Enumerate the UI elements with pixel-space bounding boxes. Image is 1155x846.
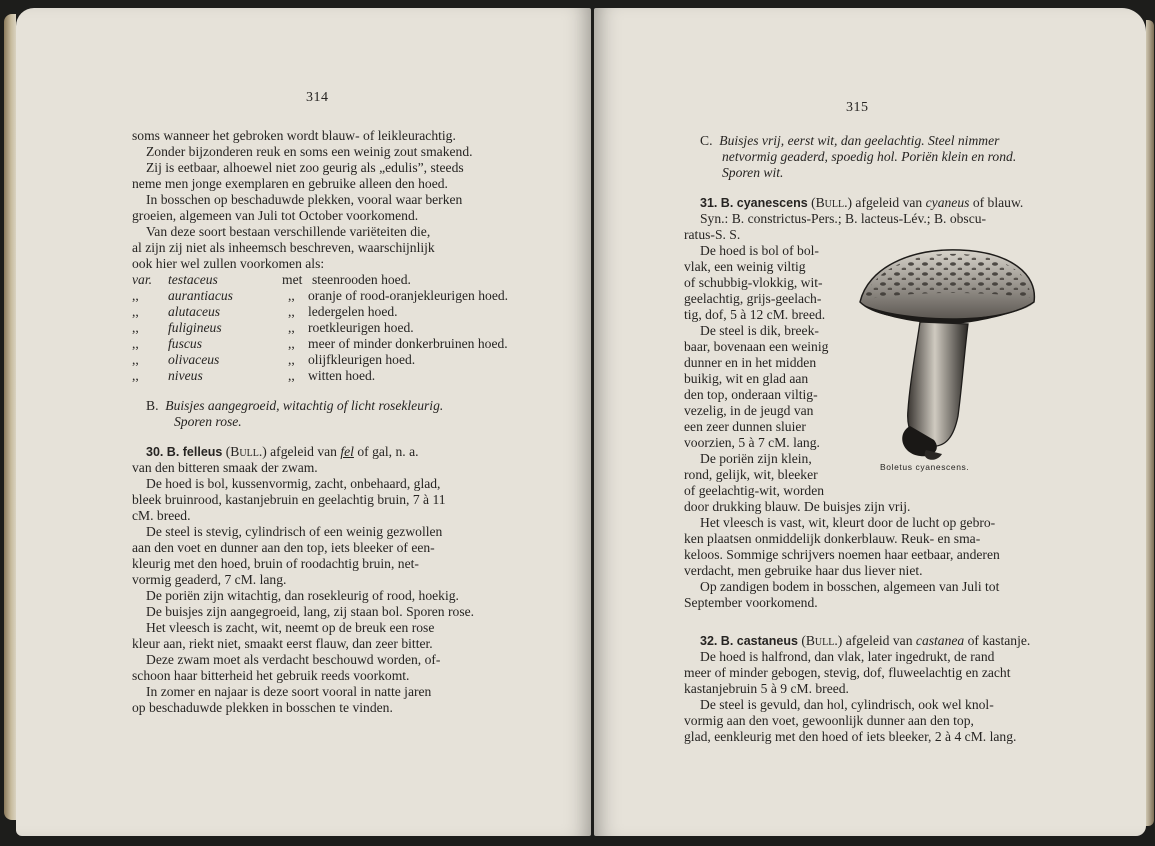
right-book-edge [1146,20,1154,826]
text-line: De steel is gevuld, dan hol, cylindrisch, ook wel knol- [700,697,994,712]
synonyms-line: ratus-S. S. [684,227,741,242]
text-line: kleurig met den hoed, bruin of roodachtig bruin, net- [132,556,419,571]
text-line: of geelachtig-wit, worden [684,483,825,498]
text-line: aan den voet en dunner aan den top, iets bleeker of een- [132,540,435,555]
variety-row: ,, olivaceus ,, olijfkleurigen hoed. [132,352,416,367]
variety-row: ,, fuligineus ,, roetkleurigen hoed. [132,320,414,335]
section-heading-c-line: Sporen wit. [722,165,784,180]
text-line: Het vleesch is zacht, wit, neemt op de breuk een rose [146,620,435,635]
figure-caption: Boletus cyanescens. [880,462,970,472]
text-line: kleur aan, riekt niet, smaakt eerst flauw, dan zeer bitter. [132,636,433,651]
text-line: den top, onderaan viltig- [684,387,818,402]
text-line: bleek bruinrood, kastanjebruin en geelachtig bruin, 7 à 11 [132,492,446,507]
text-line: Zonder bijzonderen reuk en soms een weinig zout smakend. [146,144,473,159]
text-line: verdacht, men gebruike haar dus liever niet. [684,563,923,578]
text-line: van den bitteren smaak der zwam. [132,460,318,475]
text-line: De buisjes zijn aangegroeid, lang, zij staan bol. Sporen rose. [146,604,475,619]
variety-row: ,, alutaceus ,, ledergelen hoed. [132,304,398,319]
text-line: keloos. Sommige schrijvers noemen haar eetbaar, anderen [684,547,1000,562]
synonyms-line: Syn.: B. constrictus-Pers.; B. lacteus-Lév.; B. obscu- [700,211,987,226]
left-book-edge [4,14,16,820]
text-line: Het vleesch is vast, wit, kleurt door de lucht op gebro- [700,515,996,530]
text-line: door drukking blauw. De buisjes zijn vrij. [684,499,911,514]
text-line: rond, gelijk, wit, bleeker [684,467,818,482]
text-line: op beschaduwde plekken in bosschen te vinden. [132,700,393,715]
text-line: tig, dof, 5 à 12 cM. breed. [684,307,826,322]
text-line: De hoed is halfrond, dan vlak, later ingedrukt, de rand [700,649,995,664]
text-line: vezelig, in de jeugd van [684,403,814,418]
text-line: De poriën zijn witachtig, dan rosekleurig of rood, hoekig. [146,588,459,603]
text-line: cM. breed. [132,508,191,523]
text-line: voorzien, 5 à 7 cM. lang. [684,435,820,450]
text-line: De steel is stevig, cylindrisch of een weinig gezwollen [146,524,443,539]
text-line: baar, bovenaan een weinig [684,339,829,354]
text-line: geelachtig, grijs-geelach- [684,291,822,306]
variety-row: ,, niveus ,, witten hoed. [132,368,376,383]
page-number: 315 [846,100,869,115]
species-heading-31: 31. B. cyanescens (Bull.) afgeleid van cyaneus of blauw. [700,195,1024,210]
text-line: een zeer dunnen sluier [684,419,806,434]
text-line: In bosschen op beschaduwde plekken, vooral waar berken [146,192,463,207]
text-line: ook hier wel zullen voorkomen als: [132,256,325,271]
text-line: kastanjebruin 5 à 9 cM. breed. [684,681,849,696]
section-heading-b-line2: Sporen rose. [174,414,242,429]
section-heading-c: C. Buisjes vrij, eerst wit, dan geelachtig. Steel nimmer [700,133,1000,148]
text-line: al zijn zij niet als inheemsch beschreven, waarschijnlijk [132,240,435,255]
text-line: meer of minder gebogen, stevig, dof, fluweelachtig en zacht [684,665,1011,680]
variety-row: ,, fuscus ,, meer of minder donkerbruinen hoed. [132,336,508,351]
section-heading-c-line: netvormig geaderd, spoedig hol. Poriën klein en rond. [722,149,1017,164]
text-line: dunner en in het midden [684,355,817,370]
section-heading-b: B. Buisjes aangegroeid, witachtig of licht rosekleurig. [146,398,444,413]
variety-row: ,, aurantiacus ,, oranje of rood-oranjekleurigen hoed. [132,288,509,303]
text-line: De hoed is bol of bol- [700,243,819,258]
page-number: 314 [306,90,329,105]
text-line: In zomer en najaar is deze soort vooral in natte jaren [146,684,432,699]
species-heading-30: 30. B. felleus (Bull.) afgeleid van fel of gal, n. a. [146,444,419,459]
text-line: Deze zwam moet als verdacht beschouwd worden, of- [146,652,441,667]
text-line: groeien, algemeen van Juli tot October voorkomend. [132,208,419,223]
text-line: De poriën zijn klein, [700,451,812,466]
text-line: buikig, wit en glad aan [684,371,809,386]
text-line: vormig aan den voet, gewoonlijk dunner aan den top, [684,713,974,728]
right-page [594,8,1146,836]
text-line: Van deze soort bestaan verschillende variëteiten die, [146,224,431,239]
text-line: Op zandigen bodem in bosschen, algemeen van Juli tot [700,579,1000,594]
text-line: De steel is dik, breek- [700,323,819,338]
text-line: glad, eenkleurig met den hoed of iets bleeker, 2 à 4 cM. lang. [684,729,1017,744]
species-heading-32: 32. B. castaneus (Bull.) afgeleid van castanea of kastanje. [700,633,1031,648]
text-line: ken plaatsen onmiddelijk donkerblauw. Reuk- en sma- [684,531,981,546]
text-line: soms wanneer het gebroken wordt blauw- of leikleurachtig. [132,128,456,143]
mushroom-illustration [850,240,1046,470]
variety-row: var. testaceus met steenrooden hoed. [132,272,411,287]
text-line: vlak, een weinig viltig [684,259,806,274]
text-line: of schubbig-vlokkig, wit- [684,275,823,290]
left-page [16,8,591,836]
text-line: vormig geaderd, 7 cM. lang. [132,572,287,587]
text-line: September voorkomend. [684,595,818,610]
text-line: neme men jonge exemplaren en gebruike alleen den hoed. [132,176,448,191]
text-line: Zij is eetbaar, alhoewel niet zoo geurig als „edulis”, steeds [146,160,464,175]
text-line: De hoed is bol, kussenvormig, zacht, onbehaard, glad, [146,476,441,491]
text-line: schoon haar bitterheid het gebruik reeds voorkomt. [132,668,410,683]
